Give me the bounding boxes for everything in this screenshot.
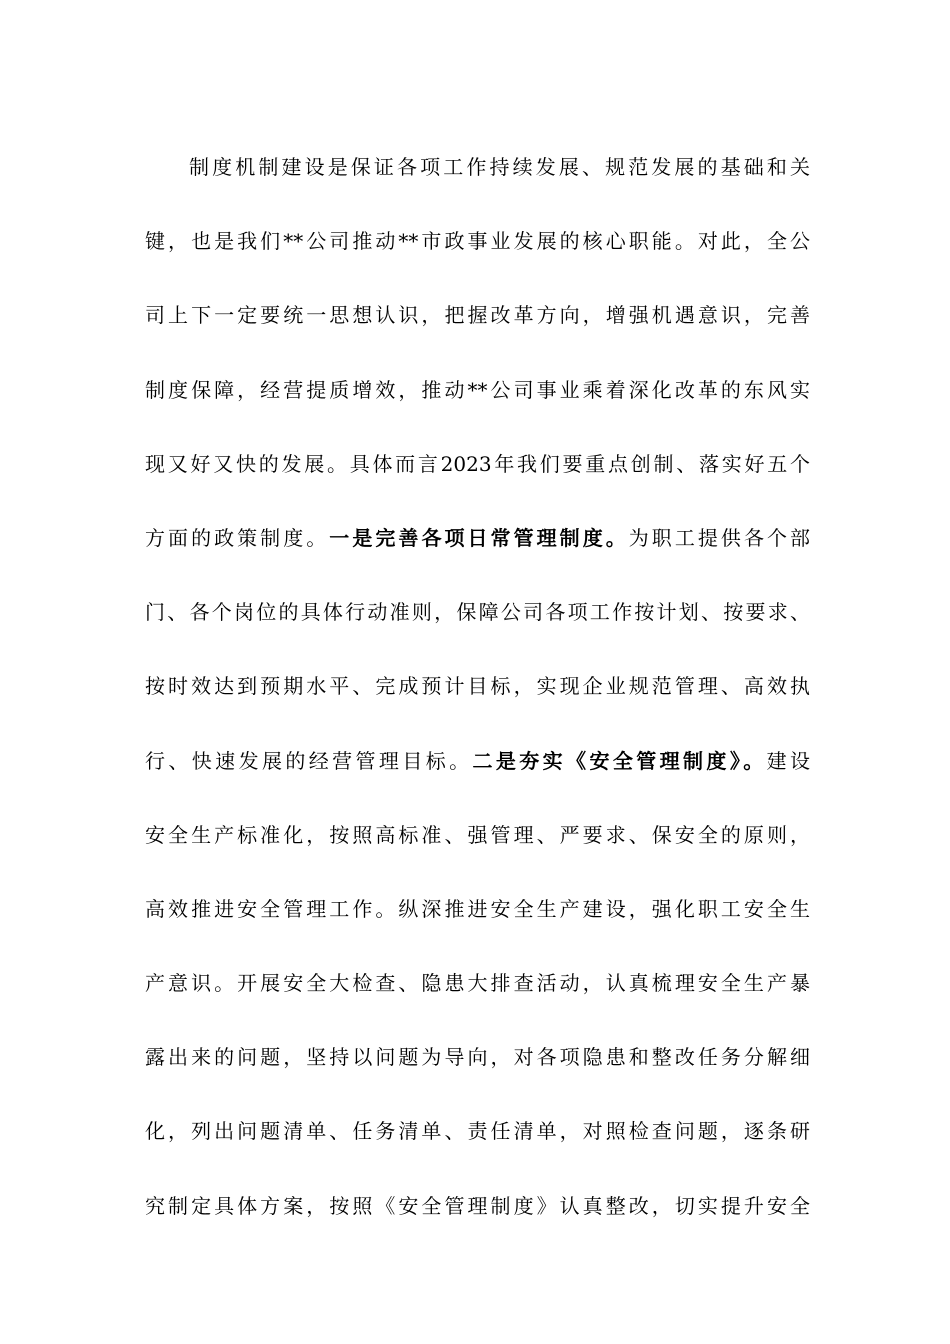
text-line [145,353,810,427]
text-line [145,1094,810,1168]
bold-heading-run: 一是完善各项日常管理制度。 [329,525,629,550]
text-run: 行、快速发展的经营管理目标。 [145,748,473,773]
text-run: 门、各个岗位的具体行动准则，保障公司各项工作按计划、按要求、 [145,600,810,625]
text-run: 司上下一定要统一思想认识，把握改革方向，增强机遇意识，完善 [145,303,810,328]
text-line [145,278,810,352]
bold-heading-run: 二是夯实《安全管理制度》。 [472,748,767,773]
text-run: 产意识。开展安全大检查、隐患大排查活动，认真梳理安全生产暴 [145,971,810,996]
text-line [145,130,810,204]
text-line [145,501,810,575]
body-paragraph [145,130,810,1243]
text-run: 究制定具体方案，按照《安全管理制度》认真整改，切实提升安全 [145,1193,810,1218]
text-line [145,575,810,649]
text-line [145,798,810,872]
text-run: 现又好又快的发展。具体而言2023年我们要重点创制、落实好五个 [145,451,810,476]
text-run: 制度保障，经营提质增效，推动**公司事业乘着深化改革的东风实 [145,377,810,402]
text-run: 按时效达到预期水平、完成预计目标，实现企业规范管理、高效执 [145,674,810,699]
text-line [145,724,810,798]
text-run: 建设 [766,748,810,773]
text-line [145,1020,810,1094]
text-run: 安全生产标准化，按照高标准、强管理、严要求、保安全的原则， [145,822,810,847]
text-run: 高效推进安全管理工作。纵深推进安全生产建设，强化职工安全生 [145,896,810,921]
text-line [145,872,810,946]
text-run: 制度机制建设是保证各项工作持续发展、规范发展的基础和关 [189,155,810,179]
text-line [145,204,810,278]
text-run: 化，列出问题清单、任务清单、责任清单，对照检查问题，逐条研 [145,1119,810,1144]
text-run: 露出来的问题，坚持以问题为导向，对各项隐患和整改任务分解细 [145,1045,810,1070]
text-line [145,427,810,501]
text-run: 键，也是我们**公司推动**市政事业发展的核心职能。对此，全公 [145,229,810,254]
text-line [145,649,810,723]
text-run: 为职工提供各个部 [628,525,810,550]
text-line [145,946,810,1020]
text-line [145,1169,810,1243]
text-run: 方面的政策制度。 [145,525,330,550]
